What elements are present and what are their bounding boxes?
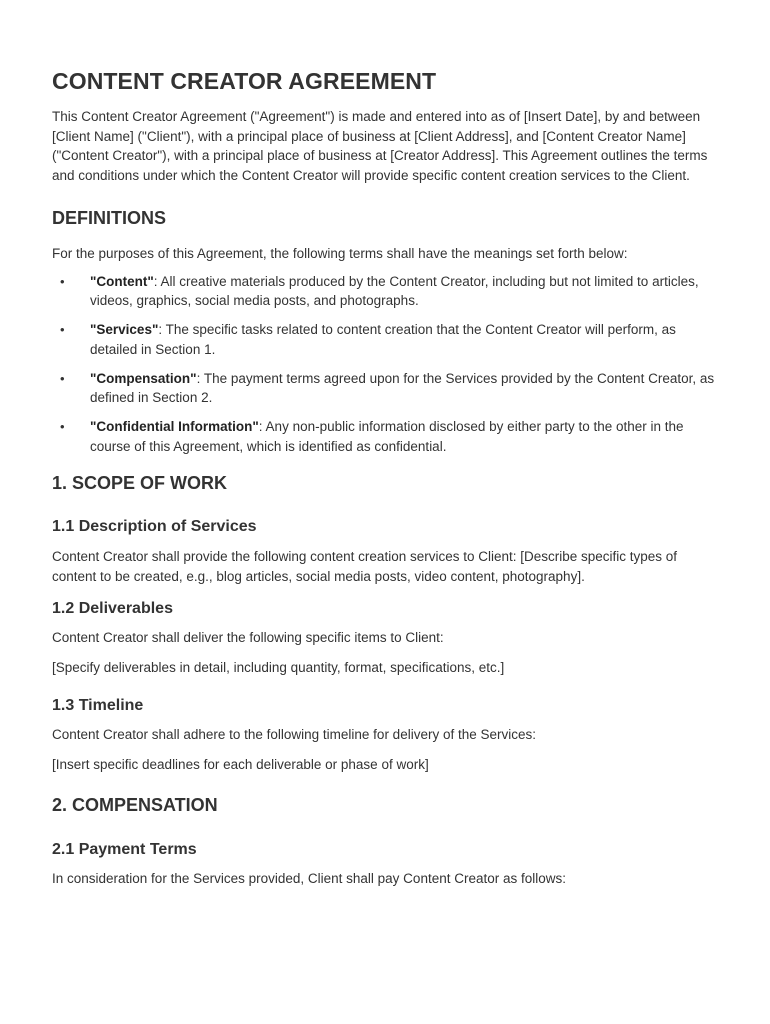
scope-of-work-heading: 1. SCOPE OF WORK — [52, 473, 228, 493]
payment-terms-heading: 2.1 Payment Terms — [52, 841, 197, 858]
definition-text: : The payment terms agreed upon for the Services provided by the Content Creator, as defined in Section 2. — [90, 370, 715, 405]
description-of-services-text: Content Creator shall provide the following content creation services to Client: [Describe specific types of content to be created, e.g., blog articles, social media posts, video content, photography]. — [52, 549, 678, 584]
payment-terms-text: In consideration for the Services provided, Client shall pay Content Creator as follows: — [52, 871, 567, 886]
definition-term: "Services" — [90, 322, 159, 337]
definitions-list — [52, 272, 722, 457]
bullet-icon: • — [60, 419, 65, 434]
bullet-icon: • — [60, 322, 65, 337]
timeline-placeholder: [Insert specific deadlines for each deliverable or phase of work] — [52, 756, 429, 772]
description-of-services-heading: 1.1 Description of Services — [52, 518, 257, 535]
definitions-lead: For the purposes of this Agreement, the following terms shall have the meanings set forth below: — [52, 246, 628, 261]
timeline-text: Content Creator shall adhere to the following timeline for delivery of the Services: — [52, 727, 536, 742]
definition-term: "Confidential Information" — [90, 419, 259, 434]
definitions-heading: DEFINITIONS — [52, 208, 167, 228]
definition-item-compensation — [52, 369, 722, 408]
definition-term: "Content" — [90, 273, 154, 289]
timeline-heading: 1.3 Timeline — [52, 697, 144, 714]
bullet-icon: • — [60, 370, 65, 386]
compensation-heading: 2. COMPENSATION — [52, 795, 218, 815]
deliverables-text: Content Creator shall deliver the following specific items to Client: — [52, 630, 444, 645]
deliverables-placeholder: [Specify deliverables in detail, including quantity, format, specifications, etc.] — [52, 659, 505, 675]
definition-item-services — [52, 320, 722, 359]
definition-text: : All creative materials produced by the Content Creator, including but not limited to articles, videos, graphics, social media posts, and photographs. — [90, 273, 699, 308]
definition-term: "Compensation" — [90, 370, 197, 386]
intro-paragraph: This Content Creator Agreement ("Agreement") is made and entered into as of [Insert Date], by and between [Client Name] ("Client"), with a principal place of business at [Client Address], and [Content Creator Name] ("Content Creator"), with a principal place of business at [Creator Address]. This Agreement outlines the terms and conditions under which the Content Creator will provide specific content creation services to the Client. — [52, 109, 708, 183]
definition-text: : Any non-public information disclosed by either party to the other in the course of this Agreement, which is identified as confidential. — [90, 419, 684, 454]
bullet-icon: • — [60, 273, 65, 289]
document-title: CONTENT CREATOR AGREEMENT — [52, 68, 437, 94]
definition-text: : The specific tasks related to content creation that the Content Creator will perform, as detailed in Section 1. — [90, 322, 676, 357]
definition-item-content — [52, 272, 722, 311]
definition-item-confidential-information — [52, 417, 722, 456]
deliverables-heading: 1.2 Deliverables — [52, 600, 173, 617]
